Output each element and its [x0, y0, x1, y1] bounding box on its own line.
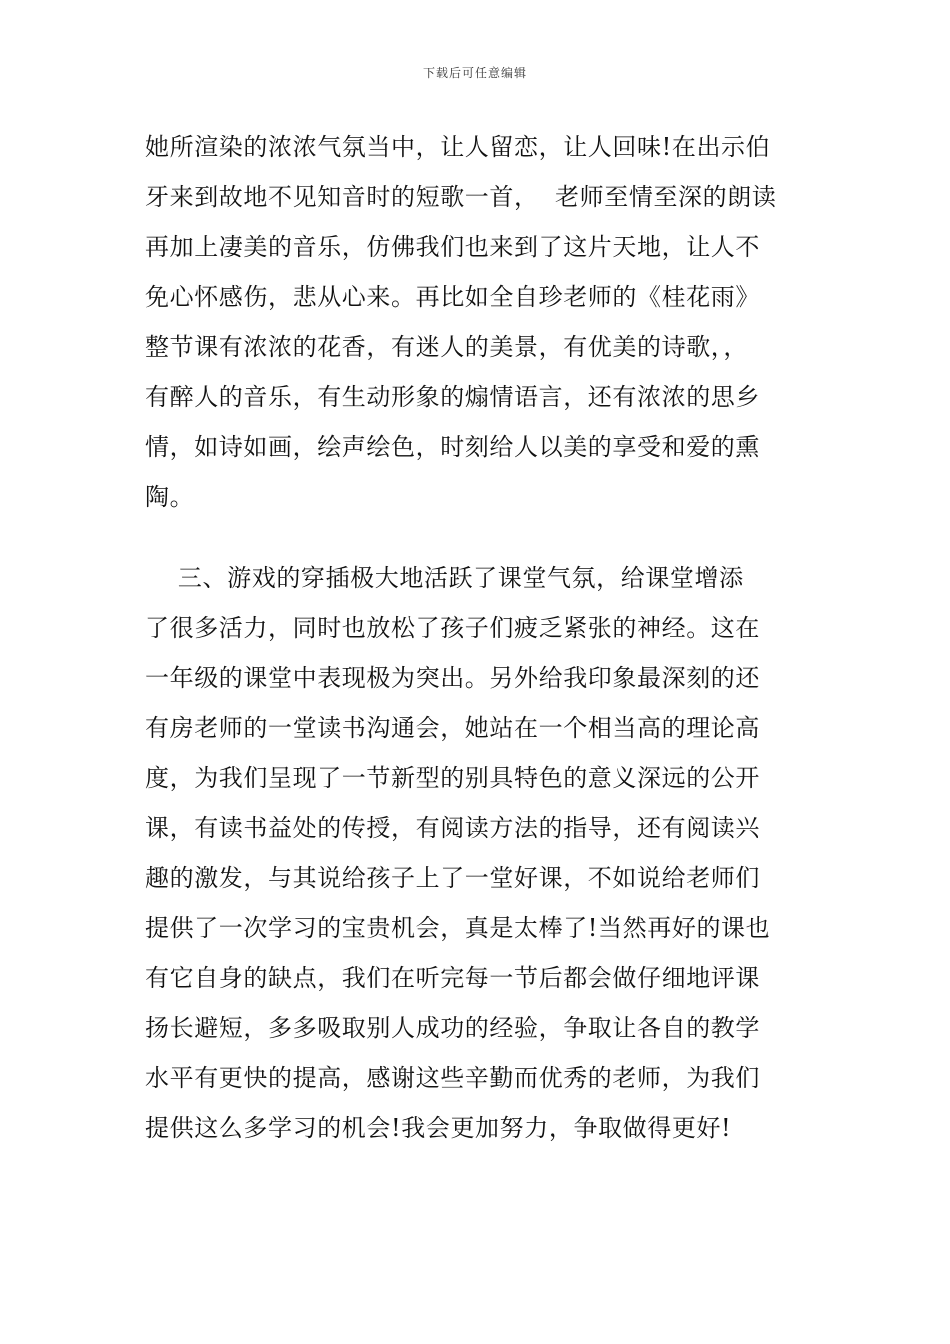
text-line: 了很多活力，同时也放松了孩子们疲乏紧张的神经。这在 — [145, 614, 760, 642]
text-line: 提供这么多学习的机会!我会更加努力，争取做得更好! — [145, 1114, 732, 1142]
text-line: 有房老师的一堂读书沟通会，她站在一个相当高的理论高 — [145, 714, 760, 742]
text-line: 牙来到故地不见知音时的短歌一首， 老师至情至深的朗读 — [145, 183, 777, 211]
page-header: 下载后可任意编辑 — [422, 66, 527, 80]
text-line: 三、游戏的穿插极大地活跃了课堂气氛，给课堂增添 — [145, 564, 744, 592]
text-line: 课，有读书益处的传授，有阅读方法的指导，还有阅读兴 — [145, 814, 760, 842]
text-line: 有它自身的缺点，我们在听完每一节后都会做仔细地评课 — [145, 964, 760, 992]
text-line: 趣的激发，与其说给孩子上了一堂好课，不如说给老师们 — [145, 864, 760, 892]
text-line: 她所渲染的浓浓气氛当中，让人留恋，让人回味!在出示伯 — [145, 133, 771, 161]
text-line: 有醉人的音乐，有生动形象的煽情语言，还有浓浓的思乡 — [145, 383, 760, 411]
text-line: 情，如诗如画，绘声绘色，时刻给人以美的享受和爱的熏 — [145, 433, 760, 461]
text-line: 整节课有浓浓的花香，有迷人的美景，有优美的诗歌，， — [145, 333, 748, 361]
text-line: 免心怀感伤，悲从心来。再比如全自珍老师的《桂花雨》 — [145, 283, 760, 311]
document-body — [145, 122, 810, 1153]
text-line: 陶。 — [145, 483, 195, 511]
paragraph-1 — [145, 122, 810, 522]
text-line: 一年级的课堂中表现极为突出。另外给我印象最深刻的还 — [145, 664, 760, 692]
text-line: 再加上凄美的音乐，仿佛我们也来到了这片天地，让人不 — [145, 233, 760, 261]
text-line: 提供了一次学习的宝贵机会，真是太棒了!当然再好的课也 — [145, 914, 771, 942]
paragraph-spacing — [145, 522, 810, 553]
text-line: 水平有更快的提高，感谢这些辛勤而优秀的老师，为我们 — [145, 1064, 760, 1092]
text-line: 扬长避短，多多吸取别人成功的经验，争取让各自的教学 — [145, 1014, 760, 1042]
paragraph-2 — [145, 553, 810, 1153]
text-line: 度，为我们呈现了一节新型的别具特色的意义深远的公开 — [145, 764, 760, 792]
